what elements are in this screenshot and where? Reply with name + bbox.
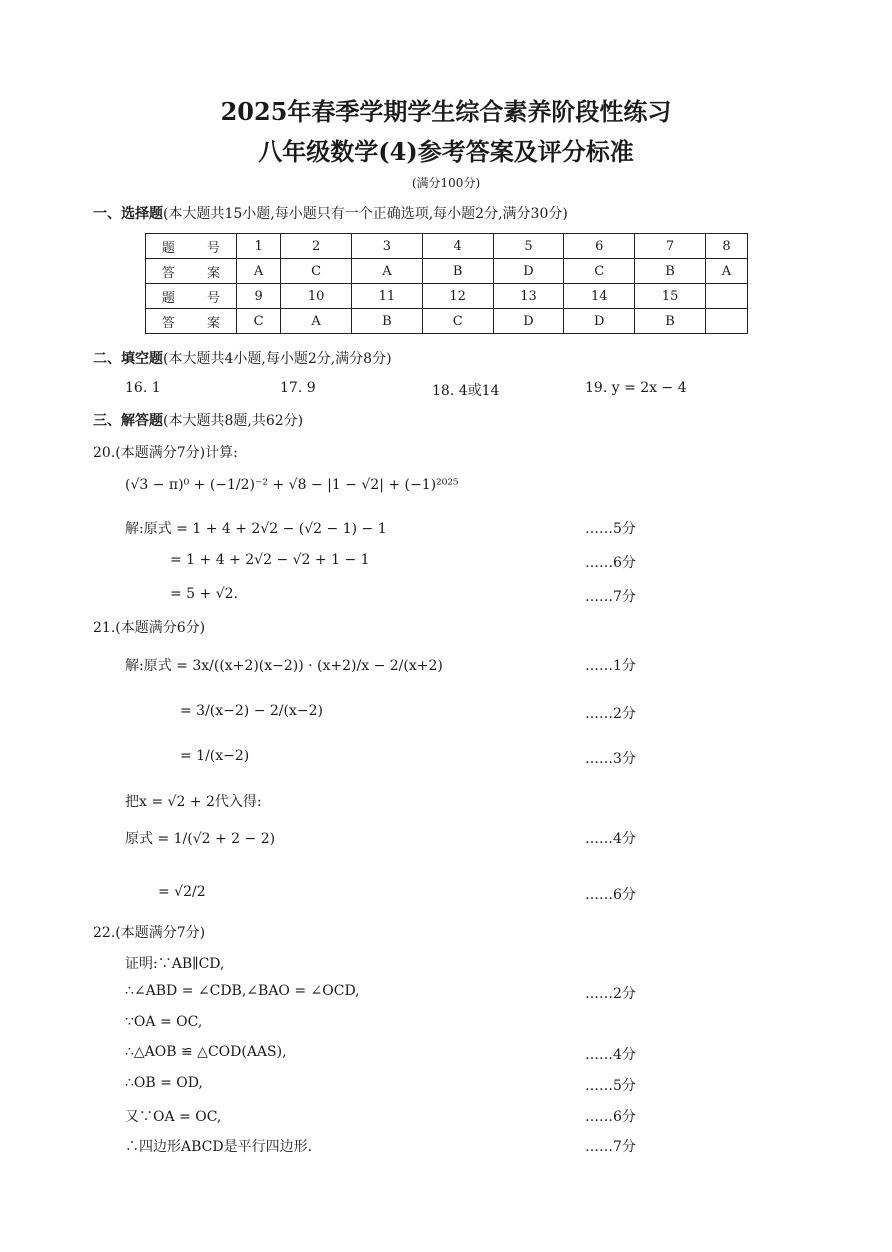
fill-answer-19: 19. y = 2x − 4 bbox=[585, 380, 687, 396]
q22-score: ……4分 bbox=[585, 1047, 636, 1063]
table-cell: 12 bbox=[422, 284, 493, 309]
table-row bbox=[146, 309, 748, 334]
table-cell: A bbox=[237, 259, 281, 284]
table-cell: D bbox=[564, 309, 635, 334]
table-cell: C bbox=[237, 309, 281, 334]
table-row bbox=[146, 234, 748, 259]
q21-score4: ……4分 bbox=[585, 831, 636, 847]
table-cell: 7 bbox=[635, 234, 706, 259]
section3-label: 三、解答题 bbox=[93, 413, 163, 429]
q21-step3: = 1/(x−2) bbox=[180, 748, 250, 764]
q22-score: ……2分 bbox=[585, 986, 636, 1002]
table-row bbox=[146, 259, 748, 284]
q21-score5: ……6分 bbox=[585, 887, 636, 903]
choice-answer-table bbox=[145, 233, 748, 334]
q21-score1: ……1分 bbox=[585, 658, 636, 674]
q21-substitution: 把x = √2 + 2代入得: bbox=[125, 794, 262, 810]
q22-line: 又∵OA = OC, bbox=[125, 1109, 222, 1125]
table-cell: A bbox=[705, 259, 747, 284]
table-cell: 6 bbox=[564, 234, 635, 259]
q20-step2: = 1 + 4 + 2√2 − √2 + 1 − 1 bbox=[170, 552, 370, 568]
table-cell: C bbox=[422, 309, 493, 334]
table-cell: 5 bbox=[493, 234, 564, 259]
table-cell: D bbox=[493, 259, 564, 284]
q20-step3: = 5 + √2. bbox=[170, 586, 238, 602]
q22-line: ∴△AOB ≌ △COD(AAS), bbox=[125, 1044, 287, 1060]
table-cell: A bbox=[281, 309, 352, 334]
table-cell bbox=[705, 284, 747, 309]
table-cell: 10 bbox=[281, 284, 352, 309]
section2-heading bbox=[93, 348, 392, 368]
q20-score2: ……6分 bbox=[585, 555, 636, 571]
q21-step5: = √2/2 bbox=[158, 884, 206, 900]
full-mark-note: (满分100分) bbox=[411, 176, 481, 190]
table-cell: D bbox=[493, 309, 564, 334]
table-cell: 15 bbox=[635, 284, 706, 309]
q22-score: ……6分 bbox=[585, 1109, 636, 1125]
section2-note: (本大题共4小题,每小题2分,满分8分) bbox=[163, 351, 392, 367]
section3-note: (本大题共8题,共62分) bbox=[163, 413, 304, 429]
section1-label: 一、选择题 bbox=[93, 206, 163, 222]
q21-step2: = 3/(x−2) − 2/(x−2) bbox=[180, 703, 323, 719]
q22-line: ∴OB = OD, bbox=[125, 1075, 203, 1091]
q20-step1: 解:原式 = 1 + 4 + 2√2 − (√2 − 1) − 1 bbox=[125, 521, 387, 537]
q21-score2: ……2分 bbox=[585, 706, 636, 722]
q21-header: 21.(本题满分6分) bbox=[93, 620, 206, 636]
q22-line: 证明:∵AB∥CD, bbox=[125, 956, 225, 972]
q22-header: 22.(本题满分7分) bbox=[93, 925, 206, 941]
table-cell: B bbox=[422, 259, 493, 284]
table-cell: 8 bbox=[705, 234, 747, 259]
q20-header: 20.(本题满分7分)计算: bbox=[93, 445, 238, 461]
q22-line: ∴∠ABD = ∠CDB,∠BAO = ∠OCD, bbox=[125, 983, 360, 999]
q21-step1: 解:原式 = 3x/((x+2)(x−2)) · (x+2)/x − 2/(x+2) bbox=[125, 658, 443, 674]
table-cell: B bbox=[351, 309, 422, 334]
document-title: 2025年春季学期学生综合素养阶段性练习 bbox=[220, 97, 672, 126]
fill-answer-17: 17. 9 bbox=[280, 380, 316, 396]
q22-score: ……7分 bbox=[585, 1139, 636, 1155]
fill-answer-18: 18. 4或14 bbox=[432, 383, 500, 399]
table-cell: 2 bbox=[281, 234, 352, 259]
table-cell: B bbox=[635, 309, 706, 334]
table-row bbox=[146, 284, 748, 309]
section2-label: 二、填空题 bbox=[93, 351, 163, 367]
row-label-answer: 答 案 bbox=[146, 309, 237, 334]
table-cell: C bbox=[281, 259, 352, 284]
table-cell: 1 bbox=[237, 234, 281, 259]
table-cell: B bbox=[635, 259, 706, 284]
document-subtitle: 八年级数学(4)参考答案及评分标准 bbox=[258, 137, 634, 166]
q20-score1: ……5分 bbox=[585, 521, 636, 537]
q21-step4: 原式 = 1/(√2 + 2 − 2) bbox=[125, 831, 276, 847]
q20-score3: ……7分 bbox=[585, 589, 636, 605]
table-cell bbox=[705, 309, 747, 334]
row-label-answer: 答 案 bbox=[146, 259, 237, 284]
q20-expression: (√3 − π)⁰ + (−1/2)⁻² + √8 − |1 − √2| + (−1)²⁰²⁵ bbox=[125, 477, 459, 493]
q22-score: ……5分 bbox=[585, 1078, 636, 1094]
section1-heading bbox=[93, 203, 568, 223]
table-cell: 13 bbox=[493, 284, 564, 309]
fill-answer-16: 16. 1 bbox=[125, 380, 161, 396]
table-cell: 9 bbox=[237, 284, 281, 309]
table-cell: 11 bbox=[351, 284, 422, 309]
table-cell: A bbox=[351, 259, 422, 284]
table-cell: 14 bbox=[564, 284, 635, 309]
table-cell: C bbox=[564, 259, 635, 284]
row-label-number: 题 号 bbox=[146, 234, 237, 259]
table-cell: 3 bbox=[351, 234, 422, 259]
table-cell: 4 bbox=[422, 234, 493, 259]
q22-line: ∵OA = OC, bbox=[125, 1014, 203, 1030]
section3-heading bbox=[93, 410, 303, 430]
q21-score3: ……3分 bbox=[585, 751, 636, 767]
q22-line: ∴四边形ABCD是平行四边形. bbox=[125, 1139, 313, 1155]
row-label-number: 题 号 bbox=[146, 284, 237, 309]
section1-note: (本大题共15小题,每小题只有一个正确选项,每小题2分,满分30分) bbox=[163, 206, 568, 222]
